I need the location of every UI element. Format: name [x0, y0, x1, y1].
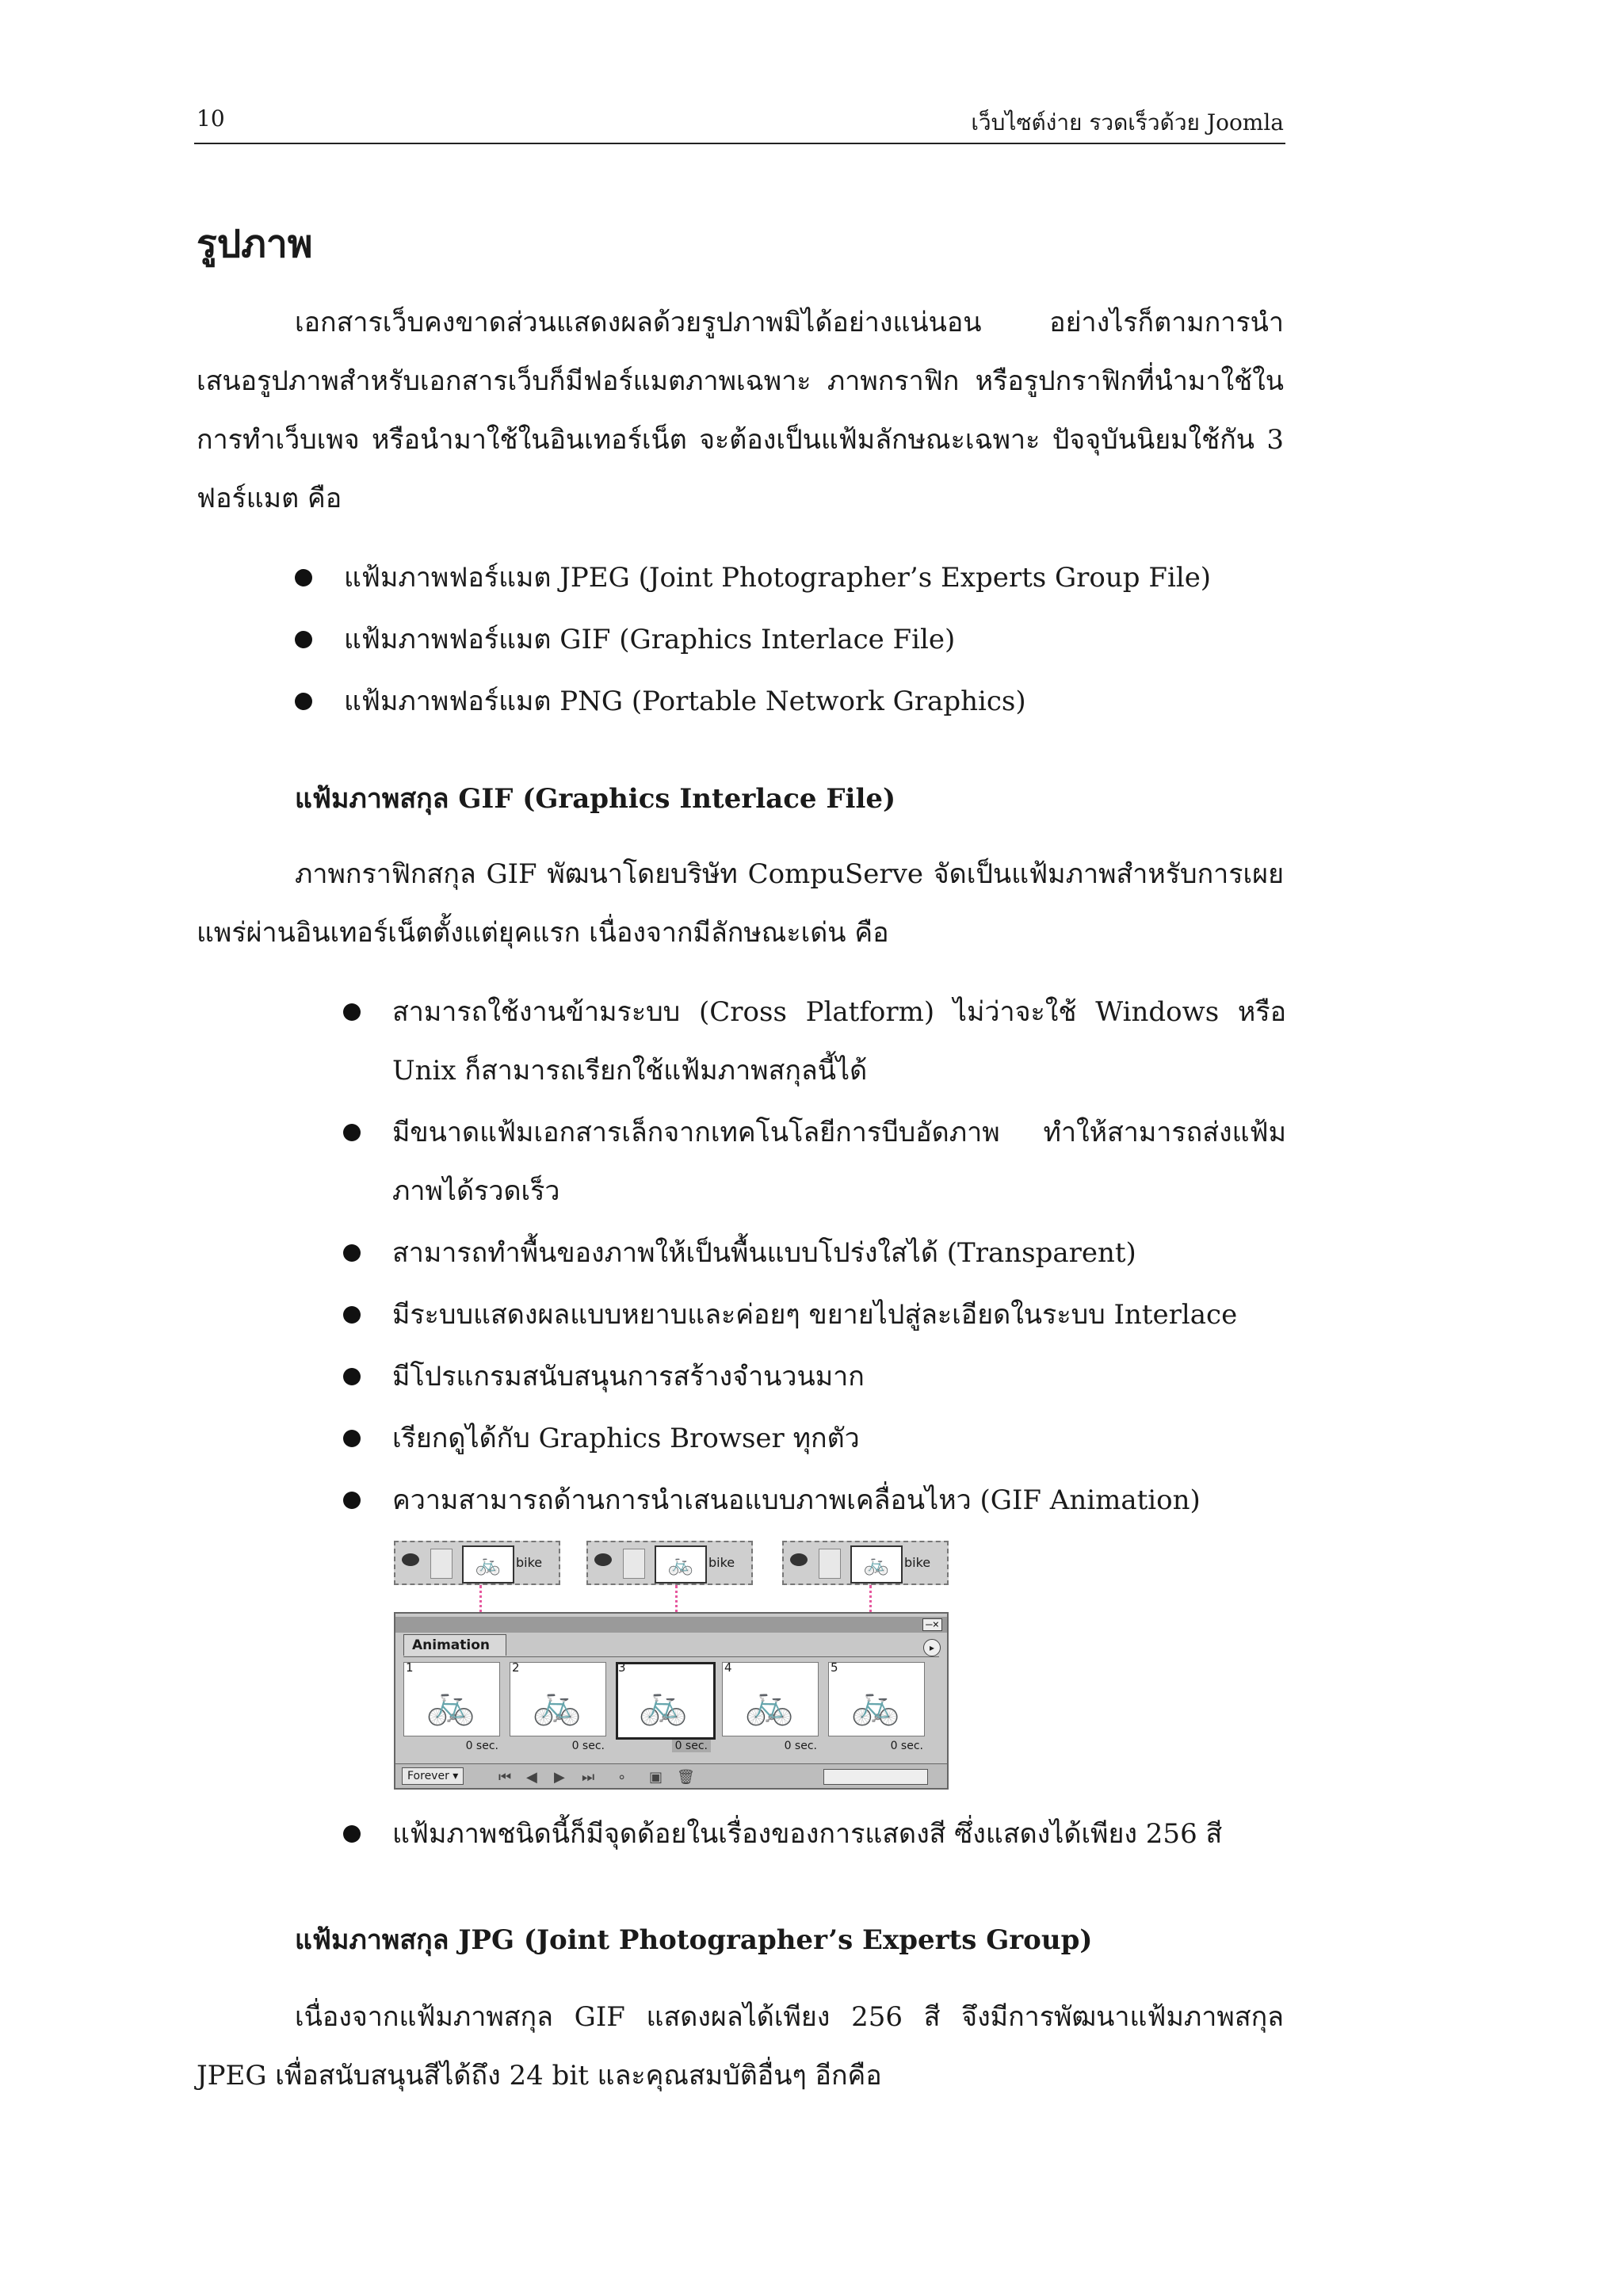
list-item: เรียกดูได้กับ Graphics Browser ทุกตัว [343, 1409, 1286, 1468]
intro-paragraph: เอกสารเว็บคงขาดส่วนแสดงผลด้วยรูปภาพมิได้อย่างแน่นอน อย่างไรก็ตามการนำเสนอรูปภาพสำหรับเอกสารเว็บก็มีฟอร์แมตภาพเฉพาะ ภาพกราฟิก หรือรูปกราฟิกที่นำมาใช้ในการทำเว็บเพจ หรือนำมาใช้ในอินเทอร์เน็ต จะต้องเป็นแฟ้มลักษณะเฉพาะ ปัจจุบันนิยมใช้กัน 3 ฟอร์แมต คือ [197, 307, 1284, 514]
frame-delay[interactable]: 0 sec. [890, 1740, 923, 1752]
eye-icon [790, 1553, 808, 1566]
bike-icon: 🚲 [426, 1681, 476, 1727]
gif-feature-list [343, 983, 1286, 1533]
first-frame-icon[interactable]: ⏮ [498, 1769, 512, 1786]
frame-delay[interactable]: 0 sec. [571, 1740, 605, 1752]
tween-icon[interactable]: ∘ [617, 1769, 627, 1786]
format-list [295, 547, 1285, 732]
animation-frame[interactable]: 1 🚲 0 sec. [403, 1662, 503, 1757]
eye-icon [402, 1553, 419, 1566]
list-item: มีระบบแสดงผลแบบหยาบและค่อยๆ ขยายไปสู่ละเอียดในระบบ Interlace [343, 1286, 1286, 1344]
layer-name: bike [708, 1555, 735, 1570]
prev-frame-icon[interactable]: ◀ [526, 1769, 537, 1786]
palette-footer [395, 1763, 947, 1788]
frame-delay[interactable]: 0 sec. [784, 1740, 817, 1752]
bike-icon: 🚲 [655, 1545, 707, 1584]
bullet-icon [343, 1430, 361, 1447]
bullet-icon [343, 1825, 361, 1843]
bike-icon: 🚲 [462, 1545, 514, 1584]
frame-delay[interactable]: 0 sec. [465, 1740, 498, 1752]
list-item: แฟ้มภาพชนิดนี้ก็มีจุดด้อยในเรื่องของการแสดงสี ซึ่งแสดงได้เพียง 256 สี [343, 1805, 1286, 1863]
jpg-heading: แฟ้มภาพสกุล JPG (Joint Photographer’s Experts Group) [295, 1924, 1093, 1956]
gif-drawback-list [343, 1805, 1286, 1863]
gif-heading: แฟ้มภาพสกุล GIF (Graphics Interlace File) [295, 783, 896, 815]
frame-strip [403, 1656, 939, 1760]
bike-icon: 🚲 [638, 1681, 689, 1727]
bike-icon: 🚲 [532, 1681, 582, 1727]
duplicate-frame-icon[interactable]: ▣ [649, 1769, 663, 1786]
layer-row-3 [782, 1541, 949, 1585]
play-icon[interactable]: ▶ [554, 1769, 565, 1786]
next-frame-icon[interactable]: ⏭ [582, 1769, 595, 1786]
bike-icon: 🚲 [850, 1545, 903, 1584]
animation-frame-selected[interactable]: 3 🚲 0 sec. [616, 1662, 716, 1757]
bullet-icon [295, 631, 312, 648]
gif-paragraph: ภาพกราฟิกสกุล GIF พัฒนาโดยบริษัท CompuServe จัดเป็นแฟ้มภาพสำหรับการเผยแพร่ผ่านอินเทอร์เน็ตตั้งแต่ยุคแรก เนื่องจากมีลักษณะเด่น คือ [197, 858, 1284, 949]
header-rule [194, 143, 1285, 144]
bullet-icon [343, 1244, 361, 1262]
link-cell [623, 1549, 645, 1579]
trash-icon[interactable]: 🗑 [677, 1769, 695, 1786]
frame-delay[interactable]: 0 sec. [672, 1740, 711, 1752]
palette-menu-icon[interactable]: ▸ [923, 1639, 941, 1656]
list-item: สามารถทำพื้นของภาพให้เป็นพื้นแบบโปร่งใสได้ (Transparent) [343, 1224, 1286, 1282]
animation-palette [394, 1612, 949, 1790]
page-number: 10 [197, 105, 225, 132]
gif-animation-figure [394, 1541, 949, 1790]
list-item: แฟ้มภาพฟอร์แมต JPEG (Joint Photographer’s Experts Group File) [295, 547, 1285, 609]
list-item: มีขนาดแฟ้มเอกสารเล็กจากเทคโนโลยีการบีบอัดภาพ ทำให้สามารถส่งแฟ้มภาพได้รวดเร็ว [343, 1103, 1286, 1221]
layer-row-1 [394, 1541, 560, 1585]
jpg-paragraph: เนื่องจากแฟ้มภาพสกุล GIF แสดงผลได้เพียง 256 สี จึงมีการพัฒนาแฟ้มภาพสกุล JPEG เพื่อสนับสนุนสีได้ถึง 24 bit และคุณสมบัติอื่นๆ อีกคือ [197, 2001, 1284, 2092]
palette-title-bar [395, 1617, 947, 1633]
layer-name: bike [516, 1555, 543, 1570]
layer-row-2 [586, 1541, 753, 1585]
bullet-icon [343, 1492, 361, 1509]
animation-frame[interactable]: 5 🚲 0 sec. [828, 1662, 928, 1757]
list-item: สามารถใช้งานข้ามระบบ (Cross Platform) ไม่ว่าจะใช้ Windows หรือ Unix ก็สามารถเรียกใช้แฟ้มภาพสกุลนี้ได้ [343, 983, 1286, 1100]
bullet-icon [343, 1003, 361, 1021]
horizontal-scrollbar[interactable] [823, 1769, 928, 1785]
loop-select[interactable]: Forever ▾ [402, 1767, 464, 1785]
list-item: ความสามารถด้านการนำเสนอแบบภาพเคลื่อนไหว (GIF Animation) [343, 1471, 1286, 1530]
bullet-icon [343, 1124, 361, 1141]
bike-icon: 🚲 [744, 1681, 795, 1727]
list-item: แฟ้มภาพฟอร์แมต GIF (Graphics Interlace File) [295, 609, 1285, 670]
tab-animation[interactable]: Animation [403, 1634, 506, 1656]
bike-icon: 🚲 [850, 1681, 901, 1727]
eye-icon [594, 1553, 612, 1566]
bullet-icon [343, 1306, 361, 1324]
bullet-icon [295, 569, 312, 586]
layer-name: bike [904, 1555, 931, 1570]
animation-frame[interactable]: 4 🚲 0 sec. [722, 1662, 822, 1757]
link-cell [819, 1549, 841, 1579]
section-title: รูปภาพ [197, 222, 313, 266]
animation-frame[interactable]: 2 🚲 0 sec. [510, 1662, 609, 1757]
list-item: มีโปรแกรมสนับสนุนการสร้างจำนวนมาก [343, 1347, 1286, 1406]
link-cell [430, 1549, 453, 1579]
list-item: แฟ้มภาพฟอร์แมต PNG (Portable Network Graphics) [295, 670, 1285, 732]
bullet-icon [295, 693, 312, 710]
bullet-icon [343, 1368, 361, 1385]
window-buttons[interactable]: –× [922, 1618, 942, 1631]
running-title: เว็บไซต์ง่าย รวดเร็วด้วย Joomla [971, 109, 1284, 136]
